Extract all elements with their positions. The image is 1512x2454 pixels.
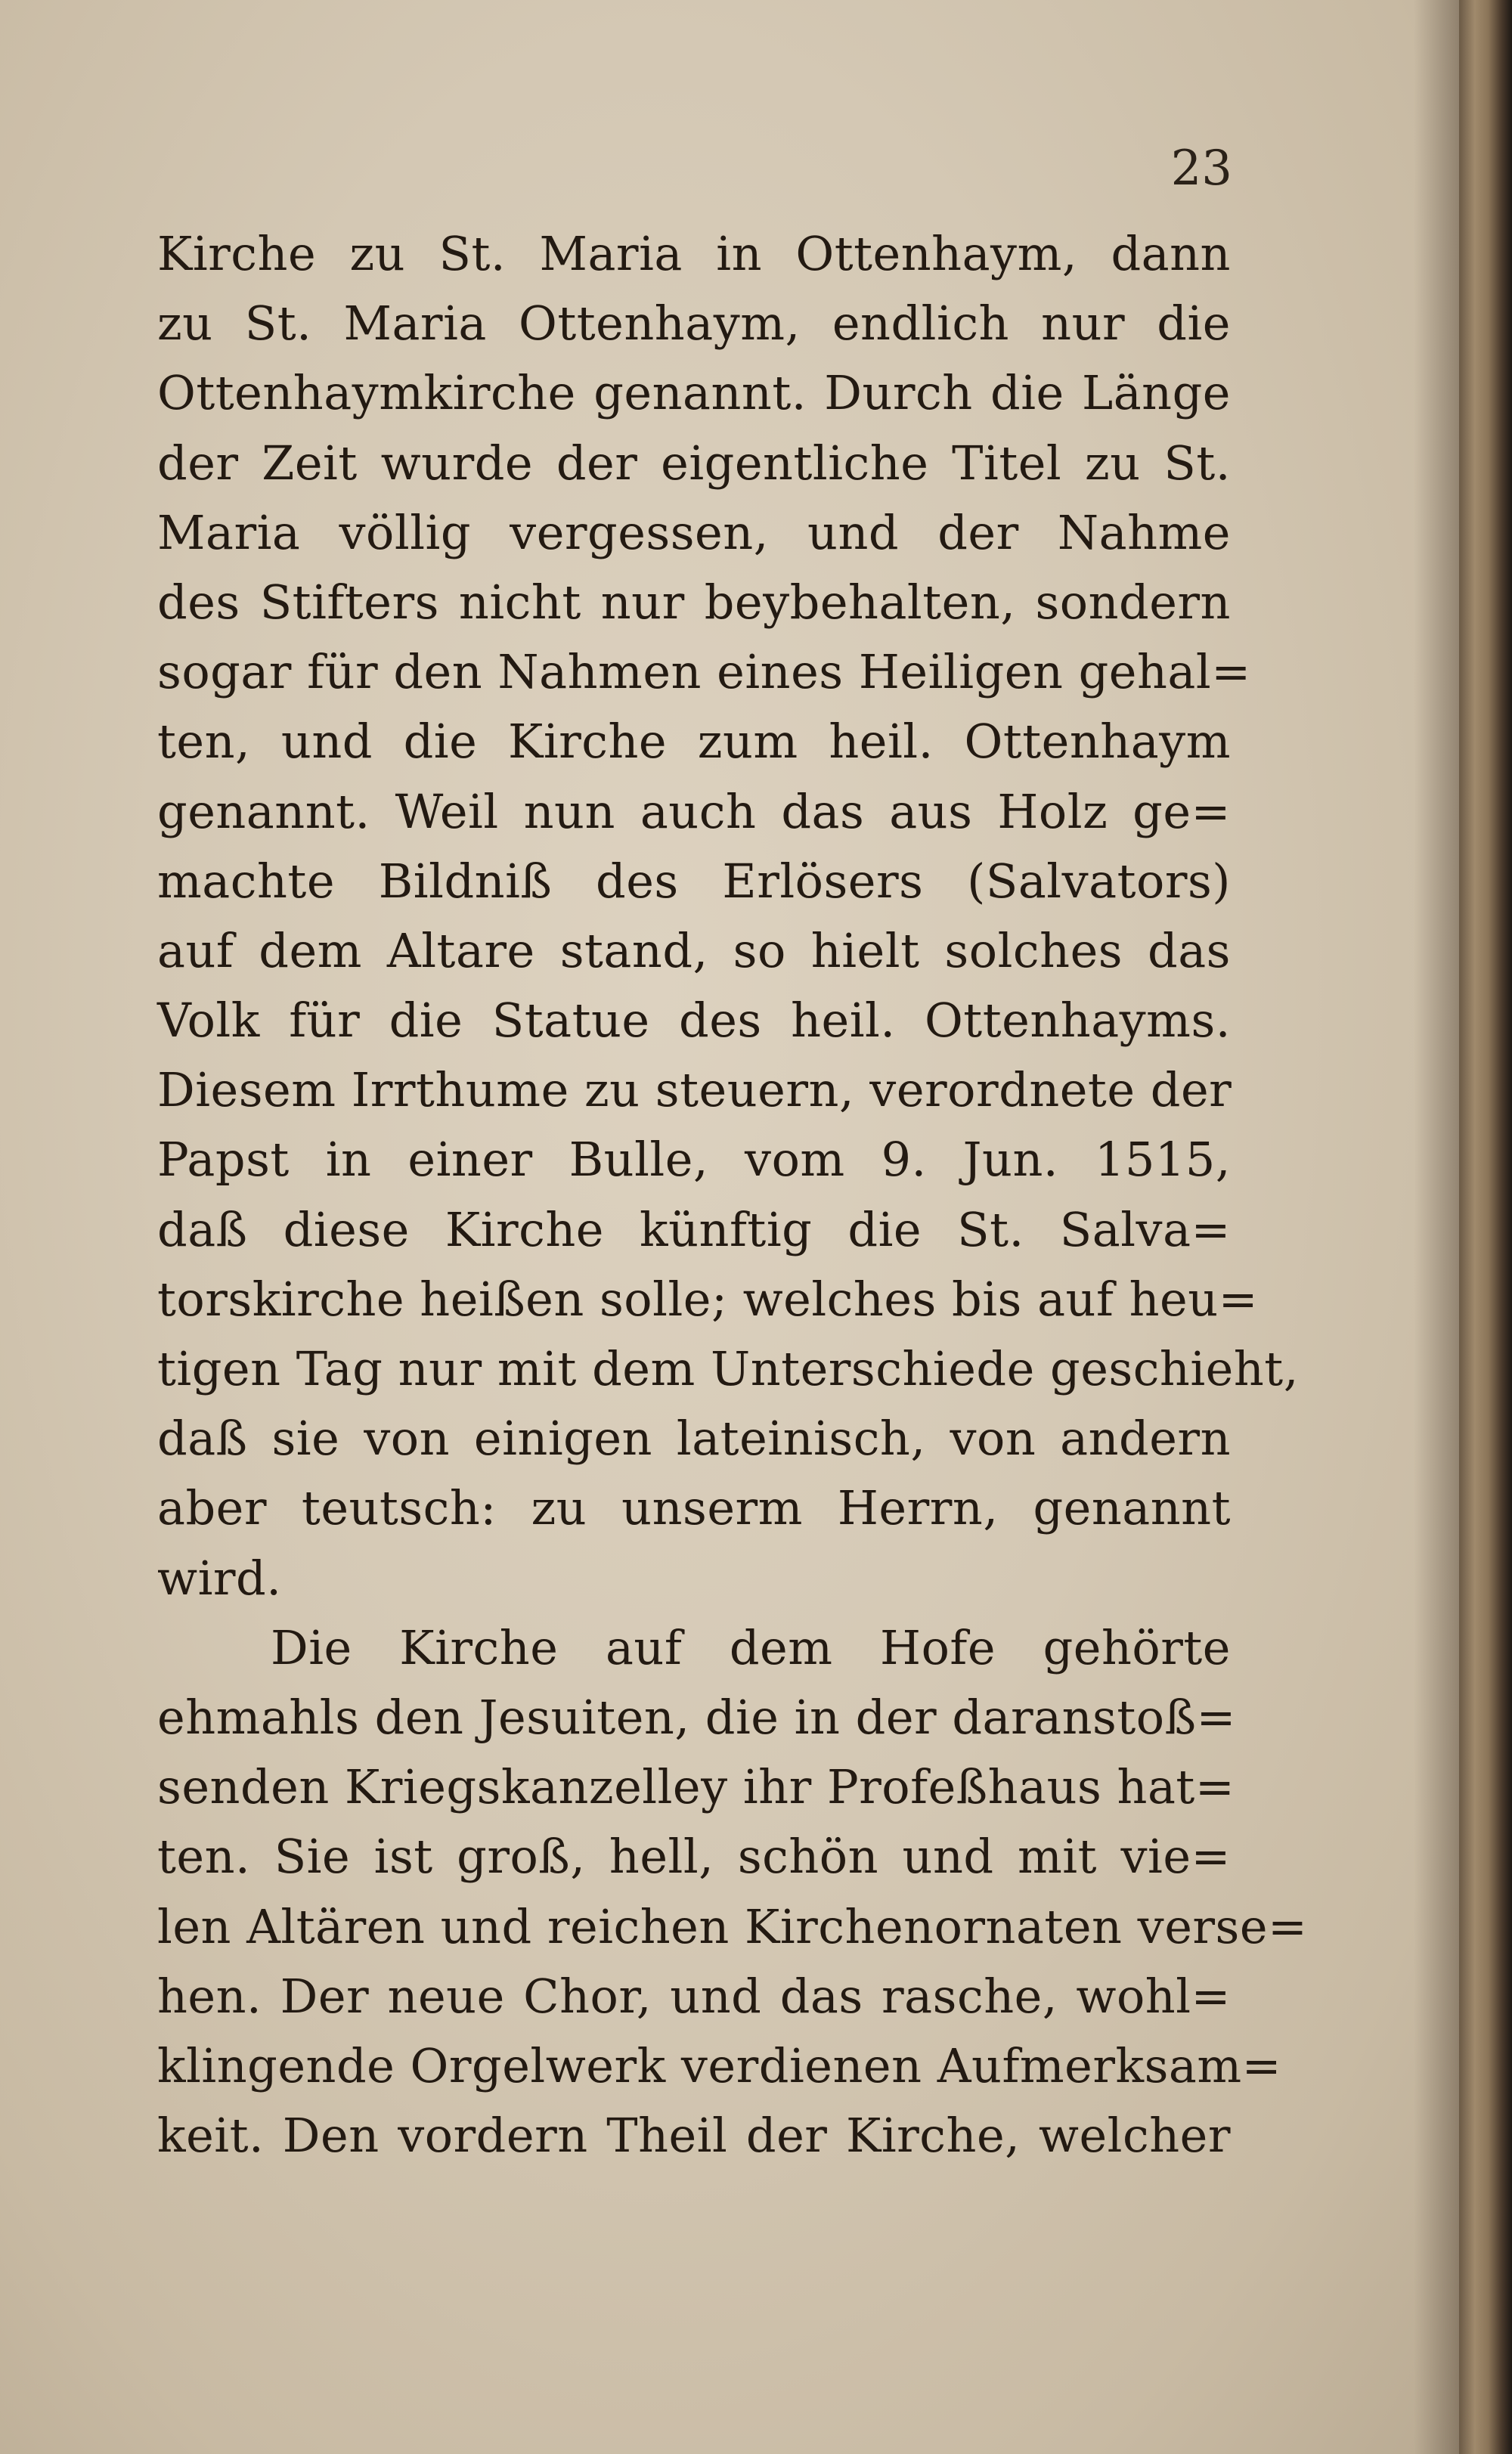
text-line: Die Kirche auf dem Hofe gehörte	[271, 1619, 1231, 1675]
text-line: senden Kriegskanzelley ihr Profeßhaus hat=	[157, 1759, 1235, 1815]
page-number: 23	[1170, 141, 1232, 197]
text-line: tigen Tag nur mit dem Unterschiede geschieht,	[157, 1341, 1299, 1396]
book-binding-edge	[1459, 0, 1512, 2454]
text-line: Volk für die Statue des heil. Ottenhayms.	[157, 993, 1231, 1049]
text-line: auf dem Altare stand, so hielt solches das	[157, 922, 1231, 978]
text-line: genannt. Weil nun auch das aus Holz ge=	[157, 783, 1231, 839]
text-line: Papst in einer Bulle, vom 9. Jun. 1515,	[157, 1132, 1231, 1188]
text-line: machte Bildniß des Erlösers (Salvators)	[157, 853, 1231, 909]
text-line: ten, und die Kirche zum heil. Ottenhaym	[157, 714, 1231, 770]
text-line: der Zeit wurde der eigentliche Titel zu St.	[157, 435, 1231, 491]
text-line: Diesem Irrthume zu steuern, verordnete der	[157, 1062, 1232, 1118]
text-line: daß diese Kirche künftig die St. Salva=	[157, 1201, 1231, 1257]
text-line: aber teutsch: zu unserm Herrn, genannt	[157, 1480, 1231, 1536]
text-line: zu St. Maria Ottenhaym, endlich nur die	[157, 296, 1231, 352]
text-line: ten. Sie ist groß, hell, schön und mit vie=	[157, 1829, 1231, 1885]
text-line: klingende Orgelwerk verdienen Aufmerksam=	[157, 2037, 1282, 2093]
text-line: Maria völlig vergessen, und der Nahme	[157, 504, 1231, 560]
text-line: wird.	[157, 1550, 282, 1606]
text-line: sogar für den Nahmen eines Heiligen gehal=	[157, 644, 1251, 700]
text-line: len Altären und reichen Kirchenornaten verse=	[157, 1898, 1308, 1954]
text-line: des Stifters nicht nur beybehalten, sondern	[157, 574, 1231, 630]
text-line: Kirche zu St. Maria in Ottenhaym, dann	[157, 226, 1231, 281]
text-line: torskirche heißen solle; welches bis auf heu=	[157, 1271, 1259, 1327]
text-line: ehmahls den Jesuiten, die in der daranstoß=	[157, 1689, 1236, 1745]
text-block	[157, 219, 1308, 2170]
text-line: hen. Der neue Chor, und das rasche, wohl=	[157, 1968, 1231, 2024]
text-line: Ottenhaymkirche genannt. Durch die Länge	[157, 365, 1231, 421]
text-line: daß sie von einigen lateinisch, von andern	[157, 1411, 1231, 1467]
text-line: keit. Den vordern Theil der Kirche, welcher	[157, 2108, 1231, 2164]
